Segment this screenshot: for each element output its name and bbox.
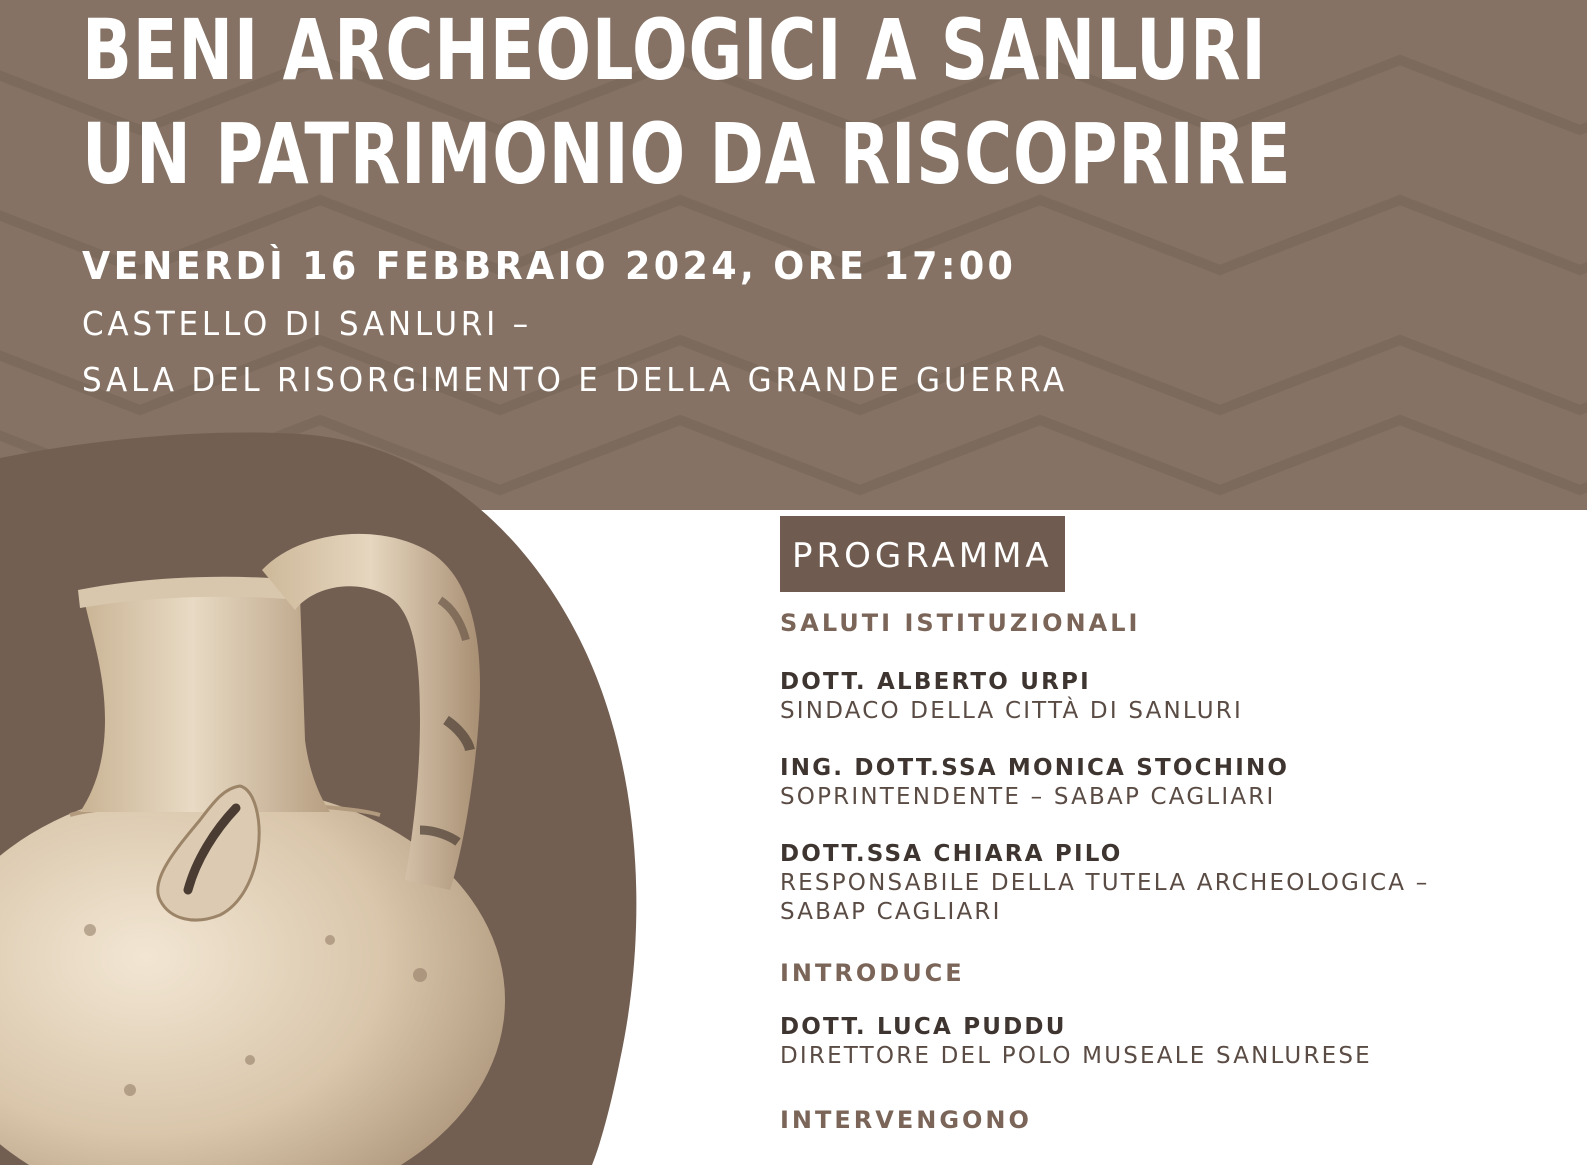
speaker-name: ING. DOTT.SSA MONICA STOCHINO: [780, 755, 1290, 781]
event-title-line1: BENI ARCHEOLOGICI A SANLURI: [82, 1, 1267, 99]
jug-handle: [262, 534, 480, 890]
program-section: [780, 516, 1570, 1134]
jug-neck: [80, 579, 330, 812]
event-venue-line1: CASTELLO DI SANLURI –: [82, 304, 532, 343]
speaker-role: RESPONSABILE DELLA TUTELA ARCHEOLOGICA –: [780, 870, 1430, 896]
speaker-role: SINDACO DELLA CITTÀ DI SANLURI: [780, 698, 1243, 724]
saluti-istituzionali-label: SALUTI ISTITUZIONALI: [780, 609, 1141, 637]
intervengono-label: INTERVENGONO: [780, 1106, 1032, 1134]
event-venue-line2: SALA DEL RISORGIMENTO E DELLA GRANDE GUERRA: [82, 360, 1069, 399]
handle-stain-3: [420, 830, 458, 842]
handle-stain-2: [446, 720, 470, 750]
jug-body: [0, 785, 505, 1165]
speaker-name: DOTT. ALBERTO URPI: [780, 669, 1091, 695]
event-header: [0, 0, 1587, 510]
program-badge: PROGRAMMA: [780, 516, 1065, 592]
jug-spout: [158, 786, 259, 920]
speaker-role-line2: SABAP CAGLIARI: [780, 899, 1002, 925]
event-date-time: VENERDÌ 16 FEBBRAIO 2024, ORE 17:00: [82, 244, 1017, 288]
speaker-role: SOPRINTENDENTE – SABAP CAGLIARI: [780, 784, 1276, 810]
speaker-name: DOTT.SSA CHIARA PILO: [780, 841, 1123, 867]
handle-stain: [440, 600, 466, 640]
introducer-name: DOTT. LUCA PUDDU: [780, 1014, 1067, 1040]
jug-rim: [78, 577, 300, 608]
introducer-role: DIRETTORE DEL POLO MUSEALE SANLURESE: [780, 1043, 1372, 1069]
introduce-label: INTRODUCE: [780, 959, 965, 987]
blob-shape: [0, 432, 636, 1165]
spout-opening: [188, 808, 236, 890]
jug-shoulder: [70, 804, 380, 815]
event-title-line2: UN PATRIMONIO DA RISCOPRIRE: [82, 105, 1292, 203]
